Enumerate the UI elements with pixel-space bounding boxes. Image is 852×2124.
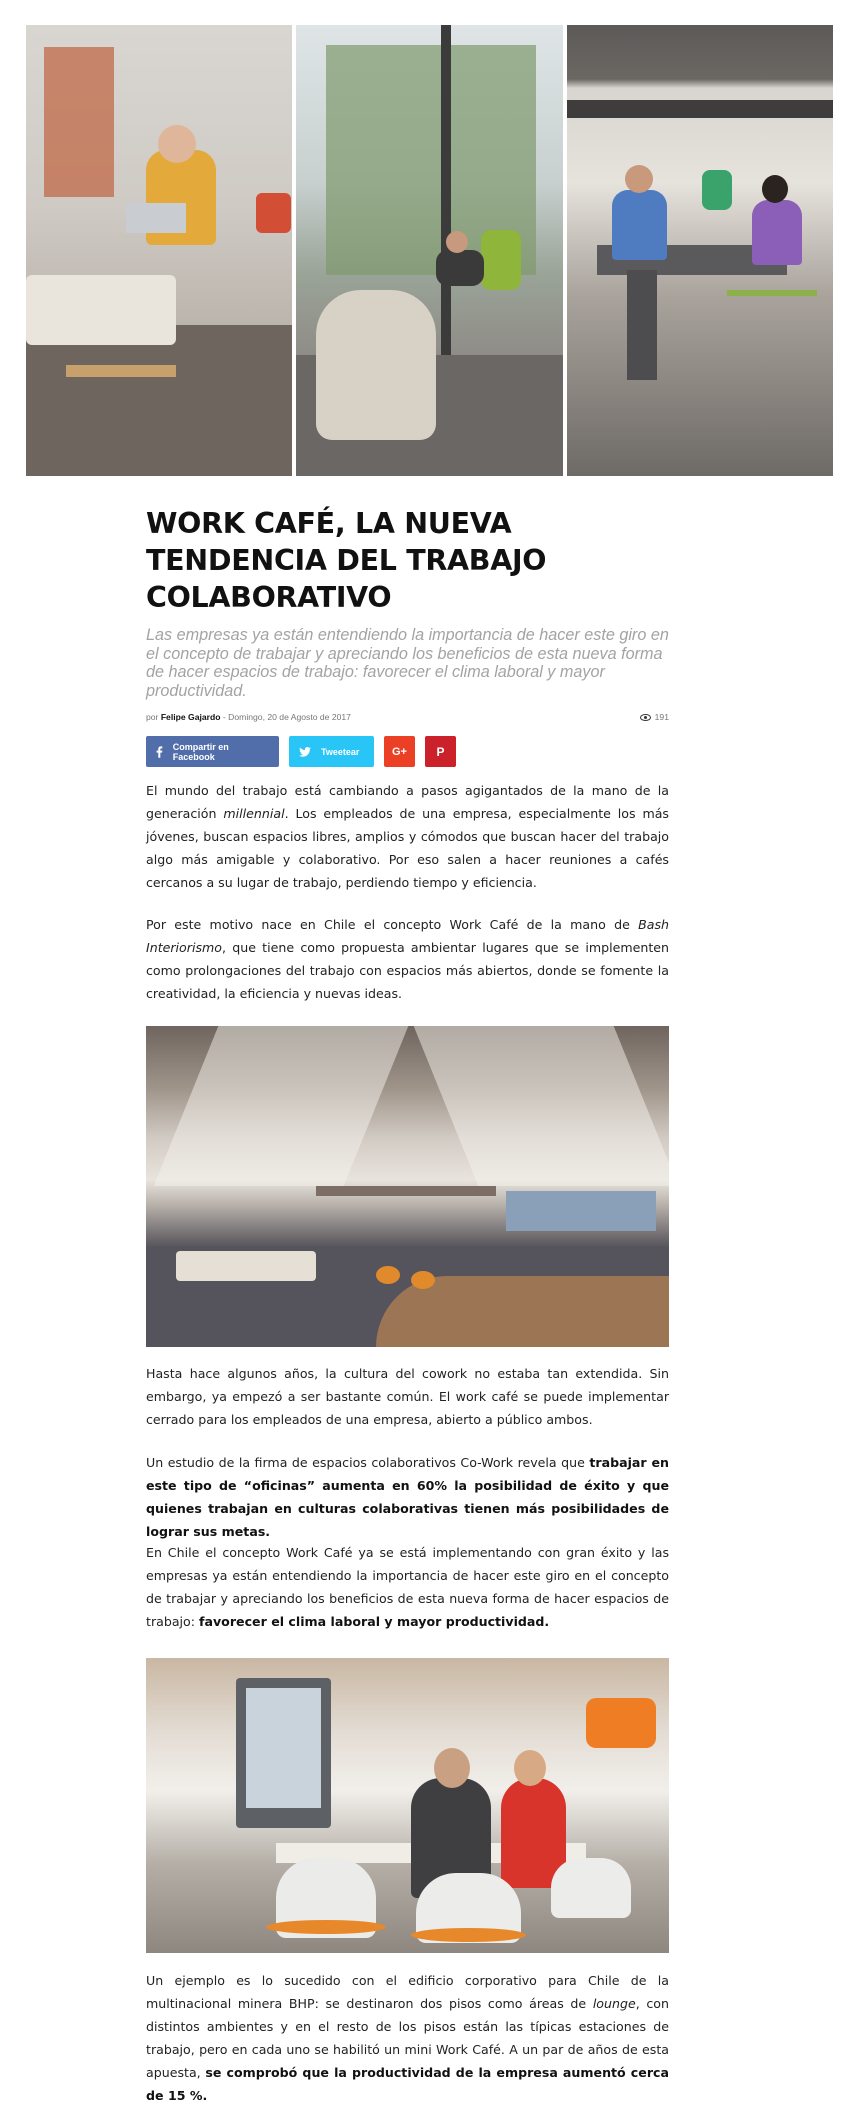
share-twitter-button[interactable] (289, 736, 374, 767)
paragraph-1 (146, 779, 669, 894)
paragraph-5-bold: favorecer el clima laboral y mayor productividad. (199, 1614, 550, 1629)
article-header (146, 505, 669, 767)
article-meta (146, 712, 669, 722)
paragraph-5 (146, 1541, 669, 1633)
paragraph-1-emphasis: millennial (223, 806, 285, 821)
view-count (640, 712, 669, 722)
paragraph-4-text: Un estudio de la firma de espacios colaborativos Co-Work revela que (146, 1455, 590, 1470)
facebook-icon (156, 746, 163, 758)
paragraph-2-text-a: Por este motivo nace en Chile el concepto Work Café de la mano de (146, 917, 639, 932)
paragraph-2-text-b: , que tiene como propuesta ambientar lugares que se implementen como prolongaciones del trabajo con espacios más abiertos, donde se fomente la creatividad, la eficiencia y nuevas ideas. (146, 940, 669, 1001)
paragraph-2 (146, 913, 669, 1005)
hero-photo-coffee-bar (567, 25, 833, 476)
share-twitter-label: Tweetear (321, 746, 360, 757)
publish-date: Domingo, 20 de Agosto de 2017 (228, 712, 351, 722)
view-count-value: 191 (654, 712, 669, 722)
share-pinterest-button[interactable] (425, 736, 456, 767)
paragraph-4 (146, 1451, 669, 1543)
author-link[interactable]: Felipe Gajardo (160, 712, 221, 722)
googleplus-icon: G+ (392, 745, 407, 758)
share-facebook-label: Compartir en Facebook (172, 741, 229, 762)
share-googleplus-button[interactable] (384, 736, 415, 767)
hero-image-collage (26, 25, 833, 476)
paragraph-4-bold: trabajar en este tipo de “oficinas” aumenta en 60% la posibilidad de éxito y que quienes trabajan en culturas colaborativas tienen más posibilidades de lograr sus metas. (146, 1455, 669, 1539)
paragraph-6 (146, 1969, 669, 2107)
paragraph-1-text-a: El mundo del trabajo está cambiando a pasos agigantados de la mano de la generación (146, 783, 669, 821)
hero-photo-man-with-laptop (26, 25, 292, 476)
paragraph-3 (146, 1362, 669, 1431)
paragraph-1-text-b: . Los empleados de una empresa, especialmente los más jóvenes, buscan espacios libres, amplios y cómodos que buscan hacer del trabajo algo más amigable y colaborativo. Por eso salen a hacer reuniones a cafés cercanos a su lugar de trabajo, perdiendo tiempo y eficiencia. (146, 806, 669, 890)
hero-photo-woman-in-lounge-chair (296, 25, 562, 476)
paragraph-3-text: Hasta hace algunos años, la cultura del cowork no estaba tan extendida. Sin embargo, ya empezó a ser bastante común. El work café se puede implementar cerrado para los empleados de una empresa, abierto a público ambos. (146, 1366, 669, 1427)
paragraph-2-emphasis: Bash Interiorismo (146, 917, 669, 955)
byline (146, 712, 351, 722)
eye-icon (640, 714, 651, 721)
share-buttons (146, 736, 669, 767)
article-image-open-office (146, 1026, 669, 1347)
paragraph-5-text: En Chile el concepto Work Café ya se está implementando con gran éxito y las empresas ya están entendiendo la importancia de hacer este giro en el concepto de trabajar y apreciando los beneficios de esta nueva forma de hacer espacios de trabajo: (146, 1545, 669, 1629)
byline-prefix: por (146, 712, 159, 722)
pinterest-icon: P (436, 744, 445, 759)
meta-separator: - (222, 712, 226, 722)
paragraph-6-emphasis: lounge (592, 1996, 636, 2011)
twitter-icon (299, 747, 311, 757)
article-image-collaborative-workstation (146, 1658, 669, 1953)
share-facebook-button[interactable] (146, 736, 279, 767)
article-subtitle: Las empresas ya están entendiendo la importancia de hacer este giro en el concepto de trabajar y apreciando los beneficios de esta nueva forma de hacer espacios de trabajo: favorecer el clima laboral y mayor productividad. (146, 626, 669, 700)
article-title: WORK CAFÉ, LA NUEVA TENDENCIA DEL TRABAJO COLABORATIVO (146, 507, 547, 614)
paragraph-6-text-a: Un ejemplo es lo sucedido con el edificio corporativo para Chile de la multinacional minera BHP: se destinaron dos pisos como áreas de (146, 1973, 669, 2011)
paragraph-6-text-b: , con distintos ambientes y en el resto de los pisos están las típicas estaciones de trabajo, pero en cada uno se habilitó un mini Work Café. A un par de años de esta apuesta, (146, 1996, 669, 2080)
paragraph-6-bold: se comprobó que la productividad de la empresa aumentó cerca de 15 %. (146, 2065, 669, 2103)
